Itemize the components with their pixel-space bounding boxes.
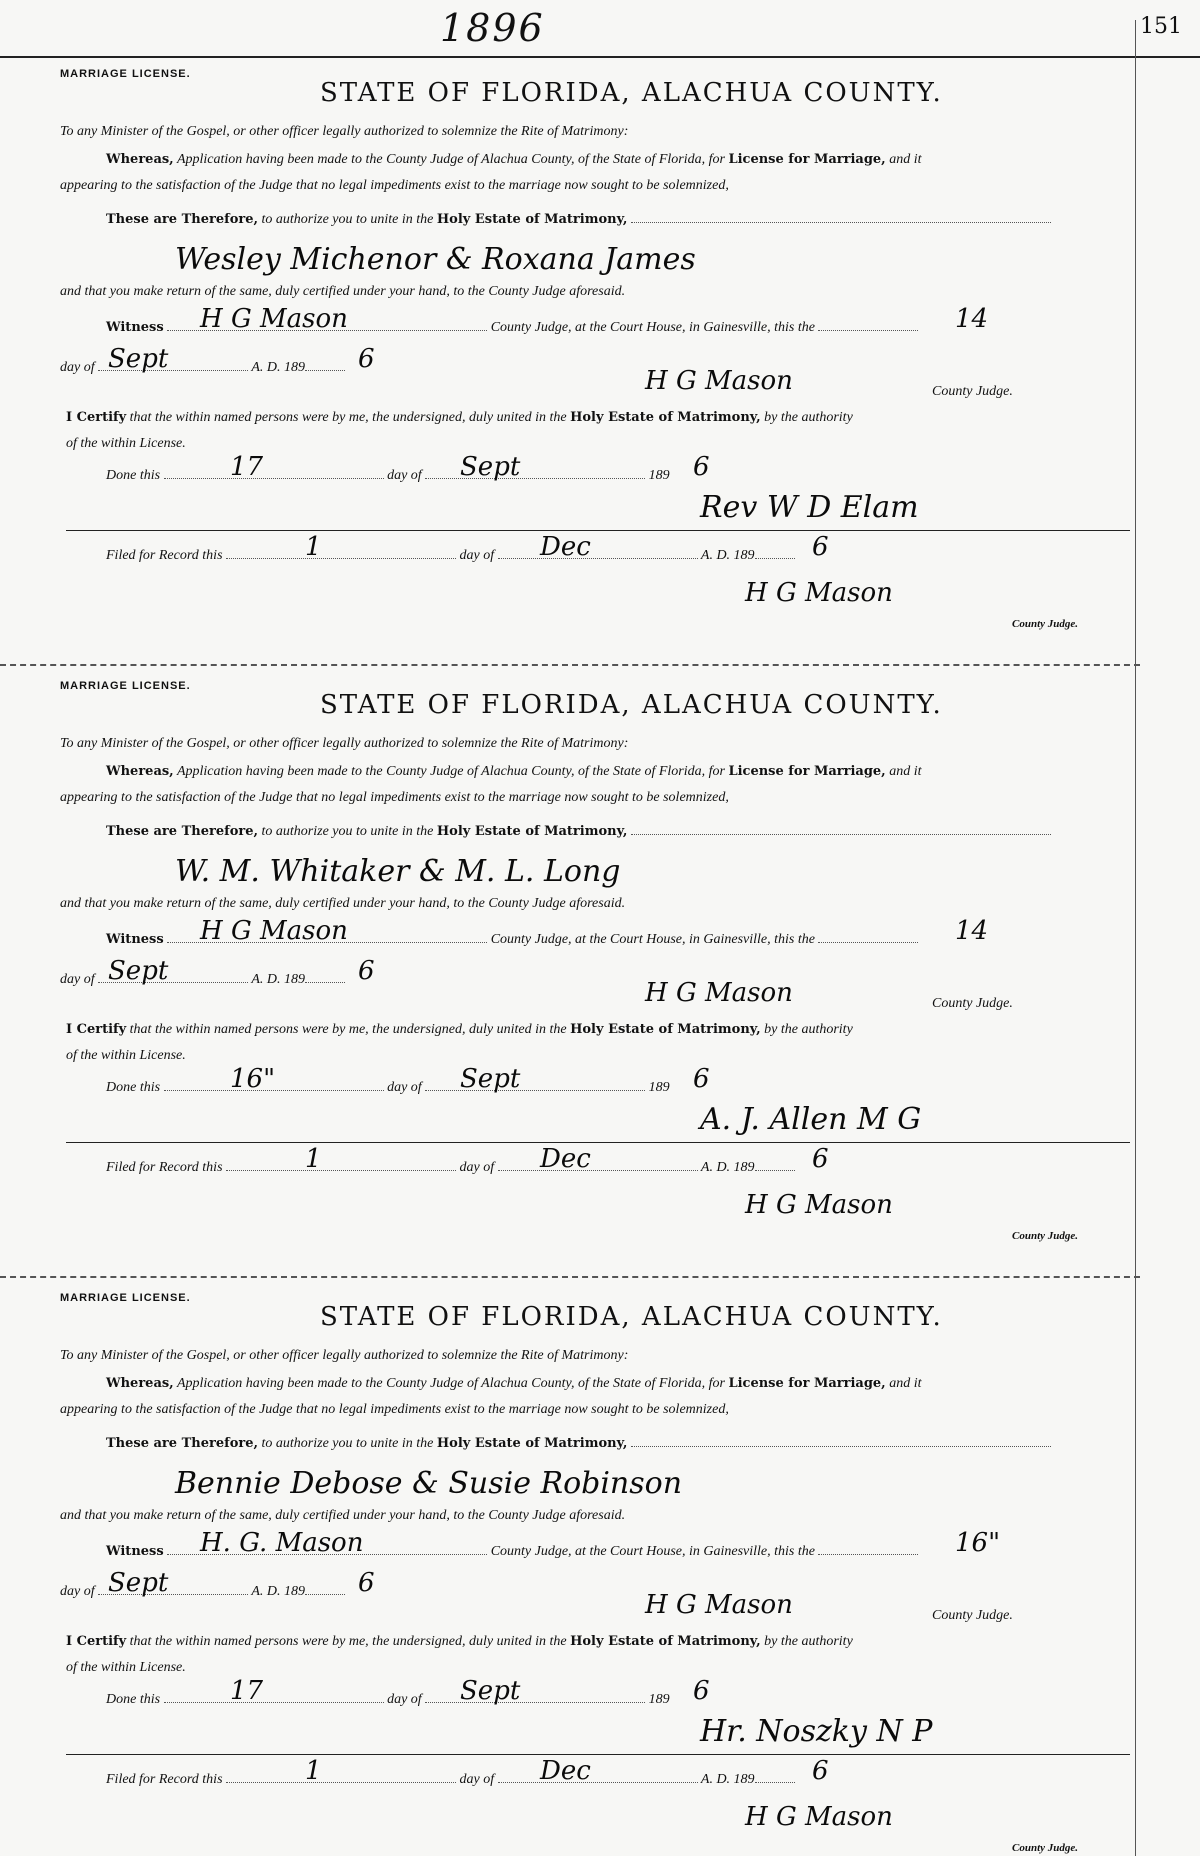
- dotted-fill: [818, 942, 918, 943]
- to-authorize: to authorize you to unite in the: [261, 824, 434, 839]
- witness-label: Witness: [106, 932, 164, 947]
- whereas-text: Application having been made to the County Judge of Alachua County, of the State of Florida, for: [176, 152, 725, 167]
- certify-line: [66, 1634, 853, 1650]
- make-return: and that you make return of the same, duly certified under your hand, to the County Judge aforesaid.: [60, 1508, 626, 1523]
- dotted-fill: [498, 1782, 698, 1783]
- issue-month: Sept: [108, 1568, 169, 1598]
- couple-names: W. M. Whitaker & M. L. Long: [175, 854, 621, 889]
- done-year-digit: 6: [693, 1676, 710, 1706]
- witness-signature: H G Mason: [200, 916, 348, 946]
- license-for-marriage: License for Marriage,: [728, 1376, 886, 1391]
- filed-signature: H G Mason: [745, 578, 893, 608]
- and-it: and it: [889, 1376, 922, 1391]
- state-title: STATE OF FLORIDA, ALACHUA COUNTY.: [320, 78, 943, 108]
- dotted-fill: [631, 1446, 1051, 1447]
- filed-day: 1: [305, 532, 322, 562]
- filed-month: Dec: [540, 532, 591, 562]
- day-of-label: day of: [60, 1584, 95, 1599]
- filed-for-record: Filed for Record this: [106, 548, 223, 563]
- officiant-signature: Hr. Noszky N P: [700, 1714, 933, 1749]
- marriage-license-label: MARRIAGE LICENSE.: [60, 680, 191, 692]
- dotted-fill: [755, 558, 795, 559]
- of-within-license: of the within License.: [66, 1660, 186, 1675]
- whereas-text: Application having been made to the County Judge of Alachua County, of the State of Florida, for: [176, 764, 725, 779]
- marriage-license-label: MARRIAGE LICENSE.: [60, 68, 191, 80]
- done-this-line: [106, 1692, 670, 1708]
- dotted-fill: [226, 1782, 456, 1783]
- filed-for-record: Filed for Record this: [106, 1772, 223, 1787]
- these-are-therefore: These are Therefore,: [106, 212, 259, 227]
- issue-month: Sept: [108, 956, 169, 986]
- whereas-word: Whereas,: [106, 1376, 174, 1391]
- dotted-fill: [425, 1702, 645, 1703]
- county-judge-at: County Judge, at the Court House, in Gainesville, this the: [490, 320, 815, 335]
- these-are-line: [106, 1436, 1051, 1452]
- day-of-label: day of: [459, 548, 495, 563]
- state-title: STATE OF FLORIDA, ALACHUA COUNTY.: [320, 690, 943, 720]
- issue-year-digit: 6: [358, 956, 375, 986]
- dotted-fill: [226, 558, 456, 559]
- ad-label: A. D. 189: [700, 1160, 755, 1175]
- state-title: STATE OF FLORIDA, ALACHUA COUNTY.: [320, 1302, 943, 1332]
- issue-month: Sept: [108, 344, 169, 374]
- issue-year-digit: 6: [358, 344, 375, 374]
- issue-year-digit: 6: [358, 1568, 375, 1598]
- day-of-line: [60, 972, 345, 988]
- of-within-license: of the within License.: [66, 436, 186, 451]
- these-are-line: [106, 824, 1051, 840]
- by-the-authority: by the authority: [764, 410, 853, 425]
- officiant-signature: Rev W D Elam: [700, 490, 919, 525]
- appearing-text: appearing to the satisfaction of the Judge that no legal impediments exist to the marriage now sought to be solemnized,: [60, 790, 729, 805]
- judge-signature: H G Mason: [645, 366, 793, 396]
- done-day: 16": [230, 1064, 276, 1094]
- whereas-word: Whereas,: [106, 152, 174, 167]
- dotted-fill: [226, 1170, 456, 1171]
- i-certify-word: I Certify: [66, 410, 127, 425]
- to-any-minister: To any Minister of the Gospel, or other officer legally authorized to solemnize the Rite of Matrimony:: [60, 1348, 629, 1363]
- filed-month: Dec: [540, 1756, 591, 1786]
- to-any-minister: To any Minister of the Gospel, or other officer legally authorized to solemnize the Rite of Matrimony:: [60, 124, 629, 139]
- marriage-license-2: [0, 666, 1130, 1278]
- dotted-fill: [818, 1554, 918, 1555]
- page-number: 151: [1140, 14, 1182, 39]
- day-of-label: day of: [459, 1772, 495, 1787]
- certify-line: [66, 1022, 853, 1038]
- marriage-license-1: [0, 54, 1130, 666]
- filed-year-digit: 6: [812, 532, 829, 562]
- done-day: 17: [230, 1676, 264, 1706]
- year-label: 189: [648, 468, 670, 483]
- filed-line: [106, 548, 795, 564]
- these-are-line: [106, 212, 1051, 228]
- i-certify-word: I Certify: [66, 1634, 127, 1649]
- ad-label: A. D. 189: [700, 1772, 755, 1787]
- certify-line: [66, 410, 853, 426]
- county-judge-small: County Judge.: [1012, 1230, 1079, 1242]
- of-within-license: of the within License.: [66, 1048, 186, 1063]
- dotted-fill: [164, 478, 384, 479]
- ad-label: A. D. 189: [251, 360, 306, 375]
- i-certify-text: that the within named persons were by me, the undersigned, duly united in the: [129, 1634, 567, 1649]
- county-judge-at: County Judge, at the Court House, in Gainesville, this the: [490, 1544, 815, 1559]
- county-judge-label: County Judge.: [932, 1608, 1013, 1623]
- filed-signature: H G Mason: [745, 1190, 893, 1220]
- filed-year-digit: 6: [812, 1756, 829, 1786]
- couple-names: Wesley Michenor & Roxana James: [175, 242, 696, 277]
- done-month: Sept: [460, 1676, 521, 1706]
- dotted-fill: [818, 330, 918, 331]
- right-margin-line: [1135, 20, 1136, 1856]
- witness-day: 14: [955, 304, 989, 334]
- couple-names: Bennie Debose & Susie Robinson: [175, 1466, 683, 1501]
- day-of-label: day of: [387, 1692, 422, 1707]
- witness-signature: H. G. Mason: [200, 1528, 364, 1558]
- judge-signature: H G Mason: [645, 1590, 793, 1620]
- day-of-line: [60, 360, 345, 376]
- to-any-minister: To any Minister of the Gospel, or other officer legally authorized to solemnize the Rite of Matrimony:: [60, 736, 629, 751]
- i-certify-word: I Certify: [66, 1022, 127, 1037]
- dotted-fill: [305, 370, 345, 371]
- by-the-authority: by the authority: [764, 1634, 853, 1649]
- holy-estate: Holy Estate of Matrimony,: [570, 1022, 761, 1037]
- judge-line: [932, 996, 1013, 1012]
- filed-line: [106, 1772, 795, 1788]
- judge-line: [932, 384, 1013, 400]
- whereas-line: [106, 764, 921, 780]
- appearing-text: appearing to the satisfaction of the Judge that no legal impediments exist to the marriage now sought to be solemnized,: [60, 178, 729, 193]
- dotted-fill: [631, 222, 1051, 223]
- witness-signature: H G Mason: [200, 304, 348, 334]
- dotted-fill: [305, 982, 345, 983]
- dotted-fill: [425, 478, 645, 479]
- appearing-text: appearing to the satisfaction of the Judge that no legal impediments exist to the marriage now sought to be solemnized,: [60, 1402, 729, 1417]
- filed-signature: H G Mason: [745, 1802, 893, 1832]
- witness-label: Witness: [106, 1544, 164, 1559]
- year-label: 189: [648, 1080, 670, 1095]
- day-of-label: day of: [387, 1080, 422, 1095]
- done-month: Sept: [460, 452, 521, 482]
- dotted-fill: [498, 1170, 698, 1171]
- holy-estate: Holy Estate of Matrimony,: [570, 1634, 761, 1649]
- to-authorize: to authorize you to unite in the: [261, 212, 434, 227]
- marriage-license-label: MARRIAGE LICENSE.: [60, 1292, 191, 1304]
- dotted-fill: [305, 1594, 345, 1595]
- done-year-digit: 6: [693, 1064, 710, 1094]
- license-for-marriage: License for Marriage,: [728, 764, 886, 779]
- and-it: and it: [889, 764, 922, 779]
- ad-label: A. D. 189: [251, 1584, 306, 1599]
- whereas-line: [106, 1376, 921, 1392]
- done-this-line: [106, 468, 670, 484]
- filed-day: 1: [305, 1144, 322, 1174]
- dotted-fill: [755, 1782, 795, 1783]
- filed-day: 1: [305, 1756, 322, 1786]
- county-judge-small: County Judge.: [1012, 618, 1079, 630]
- judge-signature: H G Mason: [645, 978, 793, 1008]
- section-rule: [66, 1754, 1130, 1755]
- year-label: 189: [648, 1692, 670, 1707]
- i-certify-text: that the within named persons were by me, the undersigned, duly united in the: [129, 410, 567, 425]
- dotted-fill: [498, 558, 698, 559]
- ad-label: A. D. 189: [700, 548, 755, 563]
- whereas-word: Whereas,: [106, 764, 174, 779]
- day-of-label: day of: [60, 360, 95, 375]
- by-the-authority: by the authority: [764, 1022, 853, 1037]
- holy-estate: Holy Estate of Matrimony,: [436, 212, 628, 227]
- county-judge-small: County Judge.: [1012, 1842, 1079, 1854]
- i-certify-text: that the within named persons were by me, the undersigned, duly united in the: [129, 1022, 567, 1037]
- section-rule: [66, 1142, 1130, 1143]
- dotted-fill: [425, 1090, 645, 1091]
- county-judge-label: County Judge.: [932, 996, 1013, 1011]
- done-this-label: Done this: [106, 468, 161, 483]
- done-this-label: Done this: [106, 1692, 161, 1707]
- dotted-fill: [631, 834, 1051, 835]
- day-of-line: [60, 1584, 345, 1600]
- witness-day: 14: [955, 916, 989, 946]
- done-this-line: [106, 1080, 670, 1096]
- holy-estate: Holy Estate of Matrimony,: [570, 410, 761, 425]
- to-authorize: to authorize you to unite in the: [261, 1436, 434, 1451]
- witness-label: Witness: [106, 320, 164, 335]
- day-of-label: day of: [459, 1160, 495, 1175]
- these-are-therefore: These are Therefore,: [106, 1436, 259, 1451]
- filed-for-record: Filed for Record this: [106, 1160, 223, 1175]
- section-rule: [66, 530, 1130, 531]
- done-this-label: Done this: [106, 1080, 161, 1095]
- dotted-fill: [164, 1702, 384, 1703]
- done-month: Sept: [460, 1064, 521, 1094]
- and-it: and it: [889, 152, 922, 167]
- header-year: 1896: [440, 6, 545, 50]
- marriage-license-3: [0, 1278, 1130, 1856]
- witness-day: 16": [955, 1528, 1001, 1558]
- make-return: and that you make return of the same, duly certified under your hand, to the County Judge aforesaid.: [60, 284, 626, 299]
- done-year-digit: 6: [693, 452, 710, 482]
- dotted-fill: [755, 1170, 795, 1171]
- whereas-line: [106, 152, 921, 168]
- holy-estate: Holy Estate of Matrimony,: [436, 824, 628, 839]
- done-day: 17: [230, 452, 264, 482]
- filed-year-digit: 6: [812, 1144, 829, 1174]
- filed-month: Dec: [540, 1144, 591, 1174]
- license-for-marriage: License for Marriage,: [728, 152, 886, 167]
- these-are-therefore: These are Therefore,: [106, 824, 259, 839]
- holy-estate: Holy Estate of Matrimony,: [436, 1436, 628, 1451]
- filed-line: [106, 1160, 795, 1176]
- whereas-text: Application having been made to the County Judge of Alachua County, of the State of Florida, for: [176, 1376, 725, 1391]
- ad-label: A. D. 189: [251, 972, 306, 987]
- day-of-label: day of: [387, 468, 422, 483]
- judge-line: [932, 1608, 1013, 1624]
- make-return: and that you make return of the same, duly certified under your hand, to the County Judge aforesaid.: [60, 896, 626, 911]
- county-judge-at: County Judge, at the Court House, in Gainesville, this the: [490, 932, 815, 947]
- county-judge-label: County Judge.: [932, 384, 1013, 399]
- day-of-label: day of: [60, 972, 95, 987]
- officiant-signature: A. J. Allen M G: [700, 1102, 922, 1137]
